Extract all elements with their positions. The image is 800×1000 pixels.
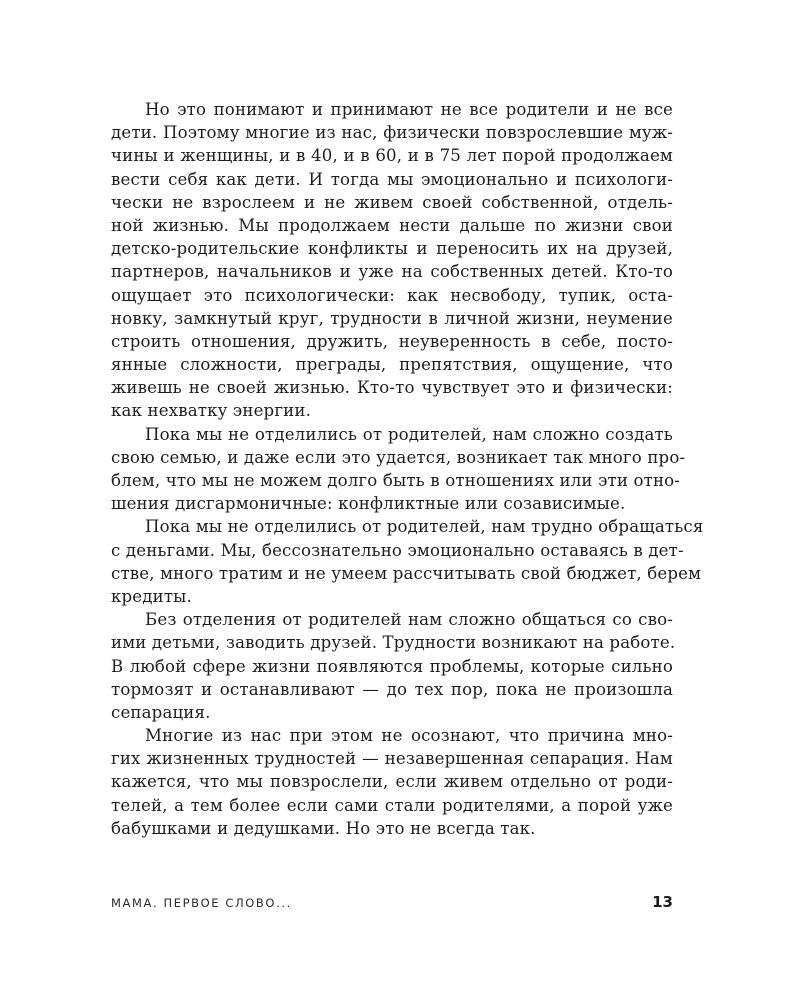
- text-line: вести себя как дети. И тогда мы эмоционально и психологи-: [111, 169, 673, 189]
- text-line: ими детьми, заводить друзей. Трудности возникают на работе.: [111, 633, 676, 653]
- running-title: МАМА. ПЕРВОЕ СЛОВО...: [111, 896, 292, 910]
- text-line: кажется, что мы повзрослели, если живем отдельно от роди-: [111, 772, 673, 792]
- text-line: чески не взрослеем и не живем своей собственной, отдель-: [111, 192, 673, 212]
- text-line: бабушками и дедушками. Но это не всегда так.: [111, 818, 536, 838]
- page-footer: [111, 893, 673, 915]
- text-line: строить отношения, дружить, неуверенность в себе, посто-: [111, 331, 673, 351]
- page-number: 13: [652, 893, 673, 911]
- body-text: [111, 98, 704, 840]
- text-line: дети. Поэтому многие из нас, физически повзрослевшие муж-: [111, 123, 673, 143]
- text-line: Но это понимают и принимают не все родители и не все: [145, 100, 673, 119]
- text-line: партнеров, начальников и уже на собственных детей. Кто-то: [111, 262, 673, 282]
- text-line: живешь не своей жизнью. Кто-то чувствует это и физически:: [111, 378, 673, 398]
- text-line: как нехватку энергии.: [111, 401, 312, 421]
- text-line: В любой сфере жизни появляются проблемы, которые сильно: [111, 656, 673, 676]
- text-line: янные сложности, преграды, препятствия, ощущение, что: [111, 355, 673, 375]
- text-line: сепарация.: [111, 702, 211, 722]
- text-line: Пока мы не отделились от родителей, нам сложно создать: [145, 424, 673, 444]
- text-line: телей, а тем более если сами стали родителями, а порой уже: [111, 795, 673, 815]
- text-line: блем, что мы не можем долго быть в отношениях или эти отно-: [111, 471, 681, 490]
- text-line: ной жизнью. Мы продолжаем нести дальше по жизни свои: [111, 215, 673, 235]
- text-line: ощущает это психологически: как несвободу, тупик, оста-: [111, 285, 673, 305]
- text-line: кредиты.: [111, 586, 192, 606]
- text-line: Многие из нас при этом не осознают, что причина мно-: [145, 726, 673, 746]
- text-line: Без отделения от родителей нам сложно общаться со сво-: [145, 610, 673, 630]
- text-line: чины и женщины, и в 40, и в 60, и в 75 лет порой продолжаем: [111, 146, 673, 166]
- text-line: Пока мы не отделились от родителей, нам трудно обращаться: [145, 517, 704, 537]
- text-line: шения дисгармоничные: конфликтные или созависимые.: [111, 494, 626, 514]
- text-line: детско-родительские конфликты и переносить их на друзей,: [111, 239, 673, 259]
- text-line: с деньгами. Мы, бессознательно эмоционально оставаясь в дет-: [111, 540, 684, 560]
- text-line: свою семью, и даже если это удается, возникает так много про-: [111, 447, 686, 467]
- text-line: новку, замкнутый круг, трудности в личной жизни, неумение: [111, 308, 673, 328]
- text-line: тормозят и останавливают — до тех пор, пока не произошла: [111, 679, 673, 699]
- text-line: стве, много тратим и не умеем рассчитывать свой бюджет, берем: [111, 563, 702, 583]
- text-line: гих жизненных трудностей — незавершенная сепарация. Нам: [111, 749, 673, 769]
